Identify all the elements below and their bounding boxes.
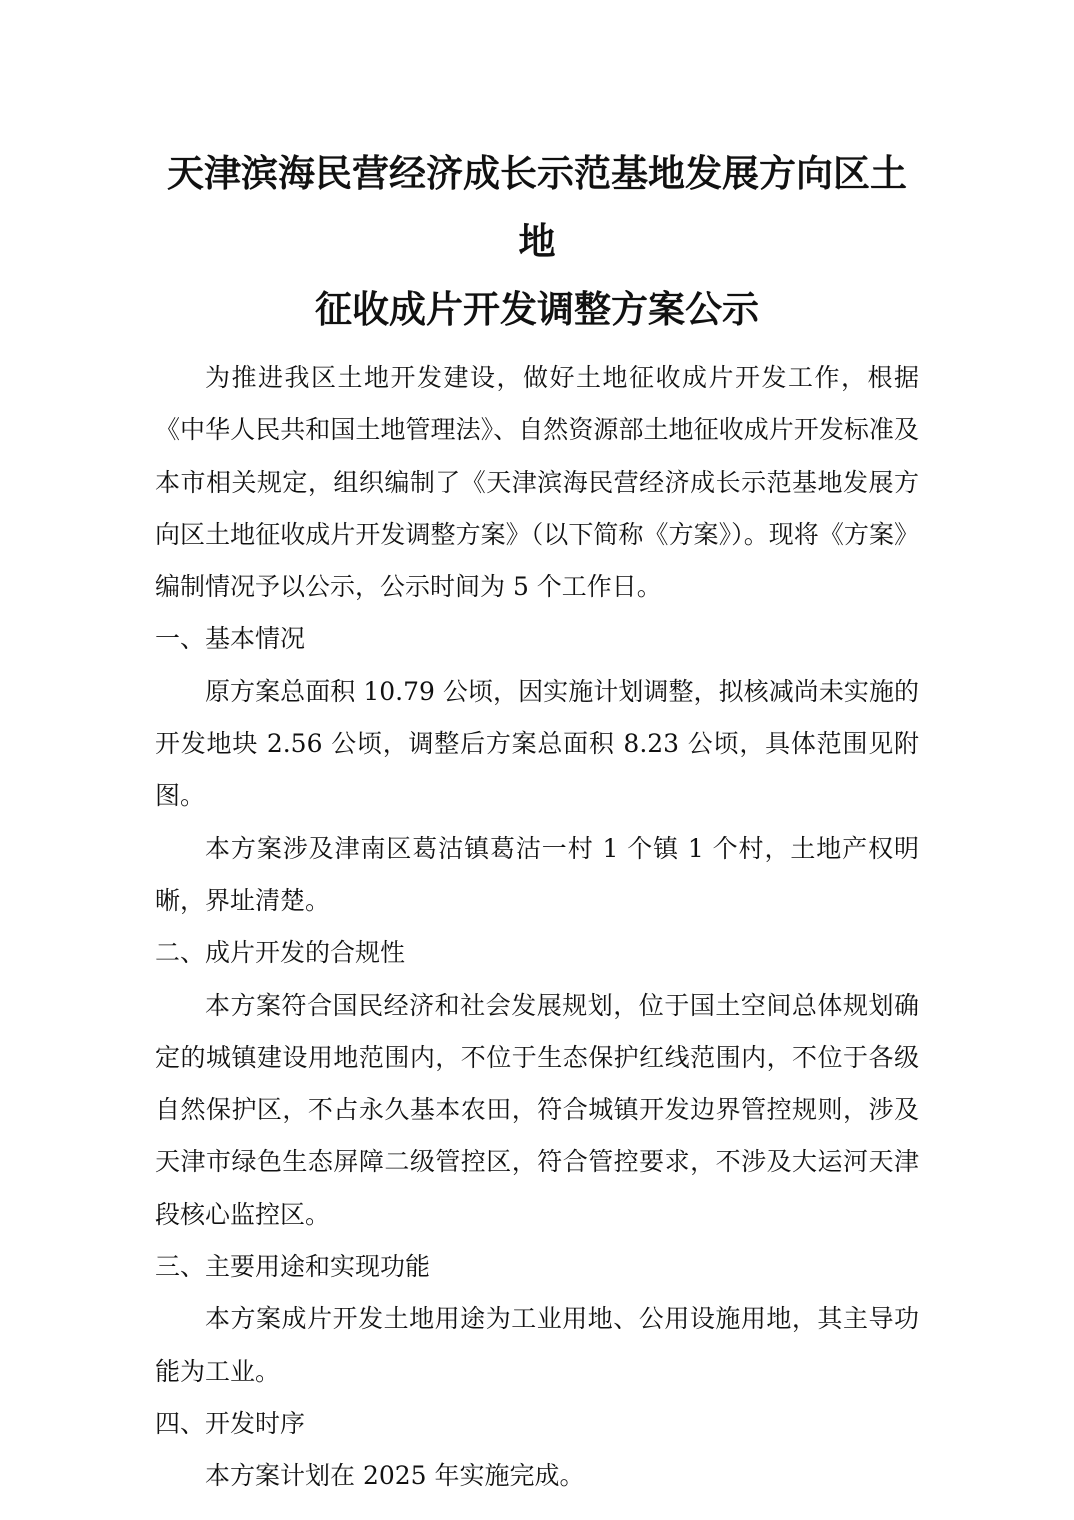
document-title [155,140,919,344]
section-heading-schedule: 四、开发时序 [155,1408,306,1438]
paragraph-area: 原方案总面积 10.79 公顷，因实施计划调整，拟核减尚未实施的开发地块 2.56 公顷，调整后方案总面积 8.23 公顷，具体范围见附图。 [155,676,919,811]
paragraph-compliance: 本方案符合国民经济和社会发展规划，位于国土空间总体规划确定的城镇建设用地范围内，不位于生态保护红线范围内，不位于各级自然保护区，不占永久基本农田，符合城镇开发边界管控规则，涉及天津市绿色生态屏障二级管控区，符合管控要求，不涉及大运河天津段核心监控区。 [155,990,919,1229]
section-heading-compliance: 二、成片开发的合规性 [155,938,406,968]
section-heading-usage: 三、主要用途和实现功能 [155,1252,431,1282]
title-line-1: 天津滨海民营经济成长示范基地发展方向区土地 [167,152,907,263]
title-line-2: 征收成片开发调整方案公示 [315,288,759,331]
paragraph-usage: 本方案成片开发土地用途为工业用地、公用设施用地，其主导功能为工业。 [155,1304,919,1386]
intro-paragraph: 为推进我区土地开发建设，做好土地征收成片开发工作，根据《中华人民共和国土地管理法》、自然资源部土地征收成片开发标准及本市相关规定，组织编制了《天津滨海民营经济成长示范基地发展方向区土地征收成片开发调整方案》（以下简称《方案》）。现将《方案》编制情况予以公示，公示时间为 5 个工作日。 [155,363,919,602]
section-heading-basic-info: 一、基本情况 [155,624,306,654]
paragraph-scope: 本方案涉及津南区葛沽镇葛沽一村 1 个镇 1 个村，土地产权明晰，界址清楚。 [155,833,919,915]
paragraph-schedule: 本方案计划在 2025 年实施完成。 [205,1461,585,1491]
document-body [155,352,919,1503]
document-page [155,140,919,1503]
